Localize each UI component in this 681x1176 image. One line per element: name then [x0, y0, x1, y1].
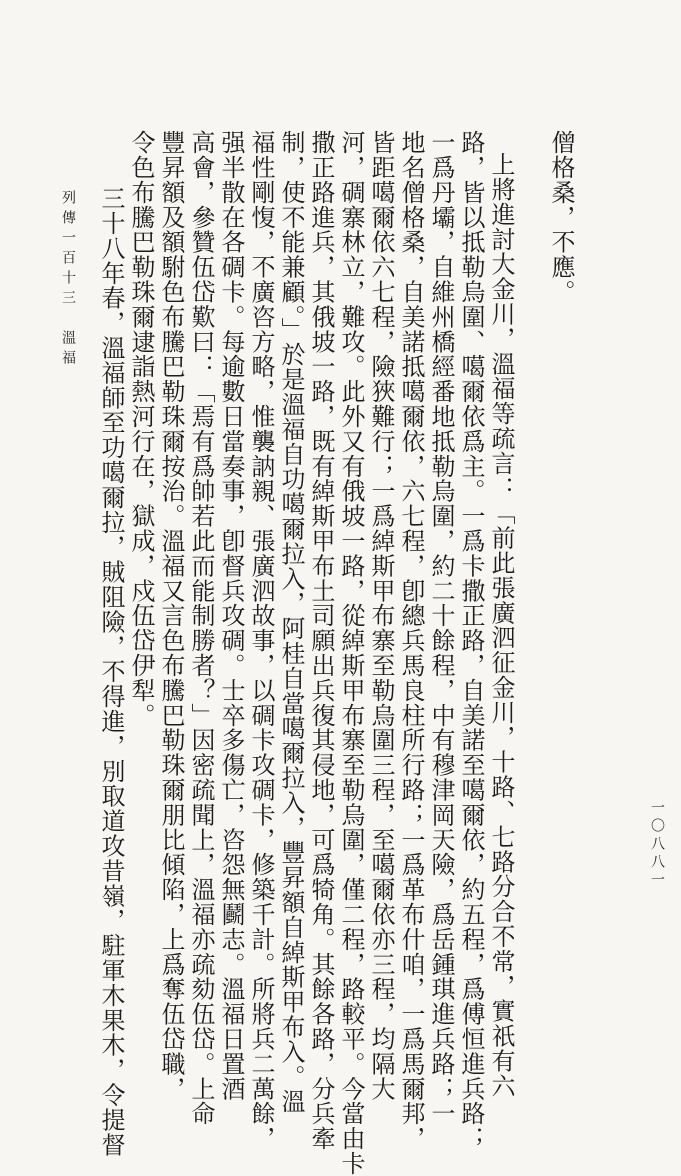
text-column: 令色布騰巴勒珠爾逮詣熱河行在，獄成，戍伍岱伊犁。 — [127, 130, 155, 728]
text-column: 撒正路進兵，其俄坡一路，既有綽斯甲布土司願出兵復其侵地，可爲犄角。其餘各路，分兵牽 — [307, 130, 335, 1151]
text-column: 路，皆以抵勒烏圍、噶爾依爲主。一爲卡撒正路，自美諾至噶爾依，約五程，爲傅恒進兵路； — [457, 130, 485, 1151]
text-column: 强半散在各碉卡。每逾數日當奏事，卽督兵攻碉。士卒多傷亡，咨怨無鬬志。溫福日置酒 — [217, 130, 245, 1102]
text-column: 豐昇額及額駙色布騰巴勒珠爾按治。溫福又言色布騰巴勒珠爾朋比傾陷，上爲奪伍岱職， — [157, 130, 185, 1102]
page-number: 一〇八八一 — [649, 800, 665, 890]
text-column: 僧格桑，不應。 — [547, 130, 575, 305]
text-column: 制，使不能兼顧。」於是溫福自功噶爾拉入，阿桂自當噶爾拉入，豐昇額自綽斯甲布入。溫 — [277, 130, 305, 1114]
text-column: 河，碉寨林立，難攻。此外又有俄坡一路，從綽斯甲布寨至勒烏圍，僅二程，路較平。今當由卡 — [337, 130, 365, 1176]
text-column: 福性剛愎，不廣咨方略，惟襲訥親、張廣泗故事，以碉卡攻碉卡，修築千計。所將兵二萬餘， — [247, 130, 275, 1151]
text-column: 地名僧格桑，自美諾抵噶爾依，六七程，卽總兵馬良柱所行路；一爲革布什咱，一爲馬爾邦， — [397, 130, 425, 1151]
text-column: 三十八年春，溫福師至功噶爾拉，賊阻險，不得進，別取道攻昔嶺，駐軍木果木，令提督 — [97, 186, 125, 1158]
running-head: 列傳一百十三 溫福 — [60, 190, 76, 370]
text-column: 上將進討大金川，溫福等疏言：「前此張廣泗征金川，十路、七路分合不常，實祇有六 — [487, 152, 515, 1099]
text-column: 高會，參贊伍岱歎曰：「焉有爲帥若此而能制勝者？」因密疏聞上，溫福亦疏劾伍岱。上命 — [187, 130, 215, 1126]
text-column: 皆距噶爾依六七程，險狹難行；一爲綽斯甲布寨至勒烏圍三程，至噶爾依亦三程，均隔大 — [367, 130, 395, 1102]
text-column: 一爲丹壩，自維州橋經番地抵勒烏圍，約二十餘程，中有穆津岡天險，爲岳鍾琪進兵路；一 — [427, 130, 455, 1126]
